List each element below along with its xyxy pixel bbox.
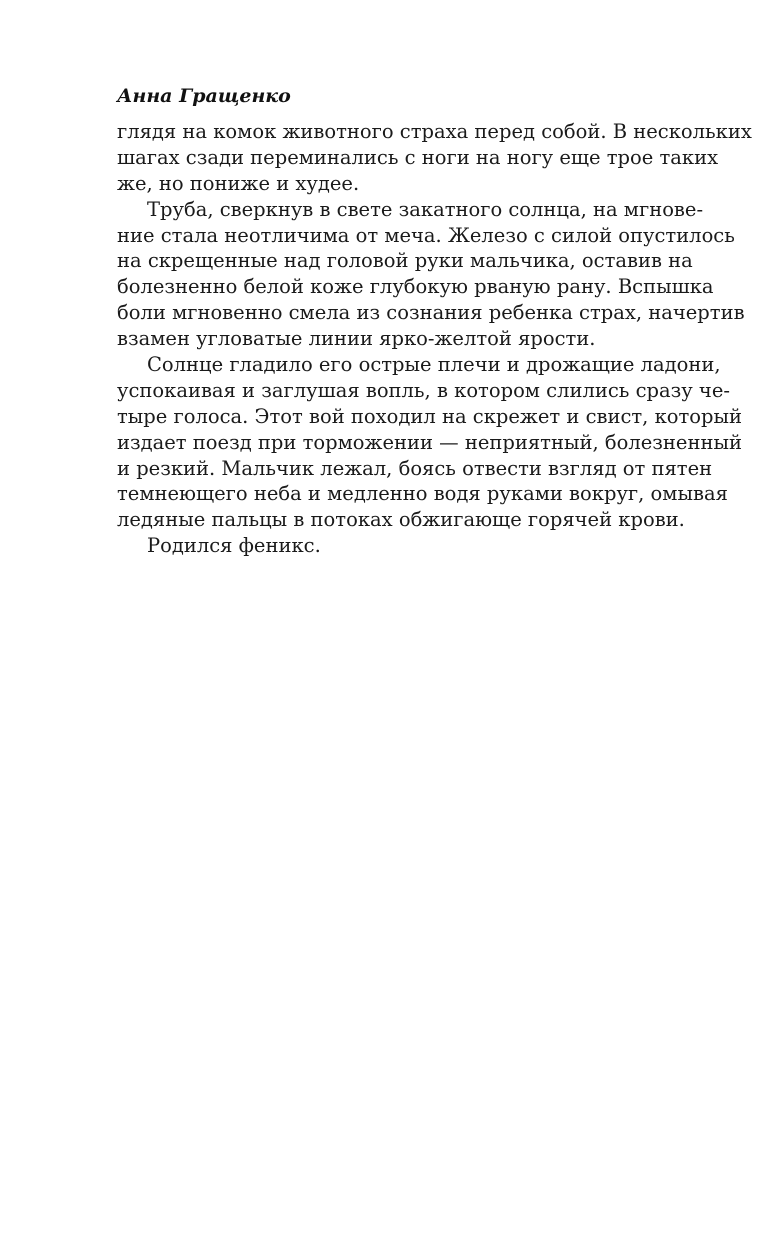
running-header-author: Анна Гращенко xyxy=(117,85,291,107)
text-line: темнеющего неба и медленно водя руками вокруг, омывая xyxy=(117,482,728,506)
text-line: и резкий. Мальчик лежал, боясь отвести взгляд от пятен xyxy=(117,456,713,480)
text-line: ние стала неотличима от меча. Железо с силой опустилось xyxy=(117,223,735,247)
body-text xyxy=(117,119,752,559)
text-line: успокаивая и заглушая вопль, в котором слились сразу че- xyxy=(117,378,730,402)
text-line: же, но пониже и худее. xyxy=(117,171,360,195)
text-line: глядя на комок животного страха перед собой. В нескольких xyxy=(117,120,752,143)
text-line: издает поезд при торможении — неприятный, болезненный xyxy=(117,430,742,454)
paragraph xyxy=(117,197,745,352)
text-line: тыре голоса. Этот вой походил на скрежет и свист, который xyxy=(117,404,743,428)
paragraph xyxy=(117,352,743,533)
text-line: взамен угловатые линии ярко-желтой ярости. xyxy=(117,327,596,351)
text-line: на скрещенные над головой руки мальчика, оставив на xyxy=(117,249,693,273)
text-line: Солнце гладило его острые плечи и дрожащие ладони, xyxy=(147,353,721,377)
paragraph xyxy=(117,533,651,559)
paragraph xyxy=(117,119,752,197)
text-line: Труба, сверкнув в свете закатного солнца, на мгнове- xyxy=(147,197,704,221)
text-line: Родился феникс. xyxy=(147,534,321,558)
text-line: шагах сзади переминались с ноги на ногу еще трое таких xyxy=(117,145,719,169)
text-line: боли мгновенно смела из сознания ребенка страх, начертив xyxy=(117,301,745,325)
text-line: болезненно белой коже глубокую рваную рану. Вспышка xyxy=(117,275,714,299)
text-line: ледяные пальцы в потоках обжигающе горячей крови. xyxy=(117,508,685,532)
